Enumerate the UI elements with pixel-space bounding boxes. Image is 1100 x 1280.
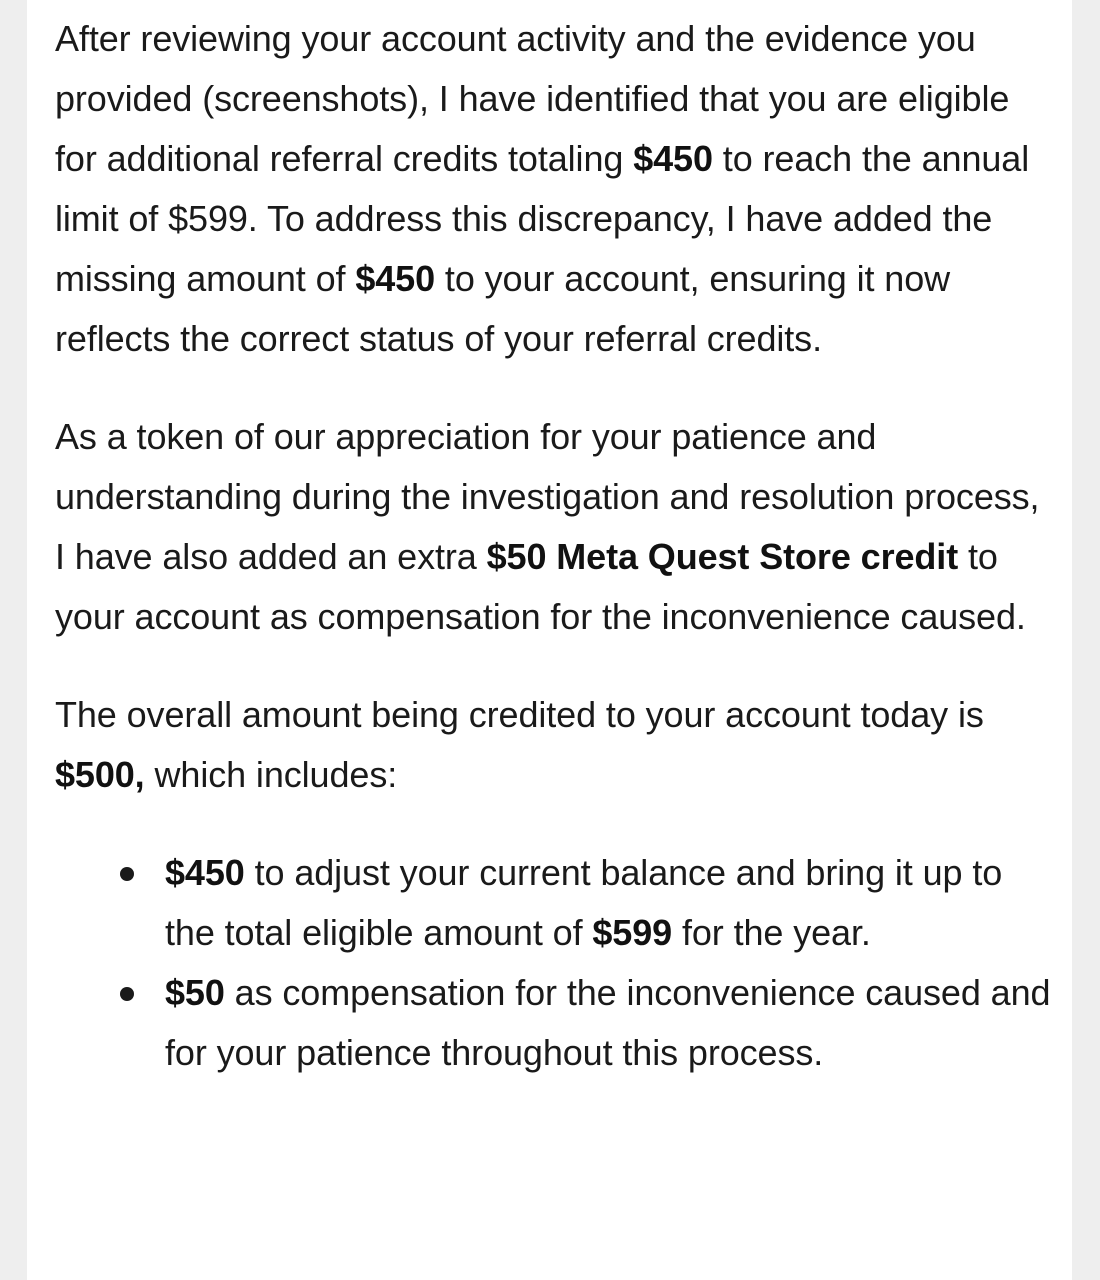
- list-item: [165, 843, 1055, 963]
- amount-bold: $450: [165, 852, 245, 893]
- amount-bold: $450: [355, 258, 436, 299]
- message-card: [27, 0, 1072, 1280]
- store-credit-bold: $50 Meta Quest Store credit: [486, 536, 959, 577]
- text: After reviewing your account activity and the evidence you provided (screenshots), I have identified that you are eligible for additional referral credits totaling: [55, 18, 1010, 179]
- text: As a token of our appreciation for your patience and understanding during the investigation and resolution process, I have also added an extra: [55, 416, 1040, 577]
- text: as compensation for the inconvenience caused and for your patience throughout this process.: [165, 972, 1051, 1073]
- credit-breakdown-list: [55, 843, 1055, 1083]
- text: to your account as compensation for the inconvenience caused.: [55, 536, 1026, 637]
- paragraph-compensation: [55, 407, 1055, 647]
- text: for the year.: [672, 912, 871, 953]
- amount-bold: $599: [592, 912, 673, 953]
- text: to reach the annual limit of $599. To address this discrepancy, I have added the missing amount of: [55, 138, 1030, 299]
- total-amount-bold: $500,: [55, 754, 145, 795]
- text: which includes:: [144, 754, 398, 795]
- text: to your account, ensuring it now reflects the correct status of your referral credits.: [55, 258, 951, 359]
- text: The overall amount being credited to your account today is: [55, 694, 984, 735]
- message-body: [55, 9, 1055, 1083]
- list-item: [165, 963, 1055, 1083]
- text: to adjust your current balance and bring it up to the total eligible amount of: [165, 852, 1003, 953]
- amount-bold: $450: [633, 138, 713, 179]
- paragraph-referral-adjustment: [55, 9, 1055, 369]
- amount-bold: $50: [165, 972, 225, 1013]
- paragraph-total: [55, 685, 1055, 805]
